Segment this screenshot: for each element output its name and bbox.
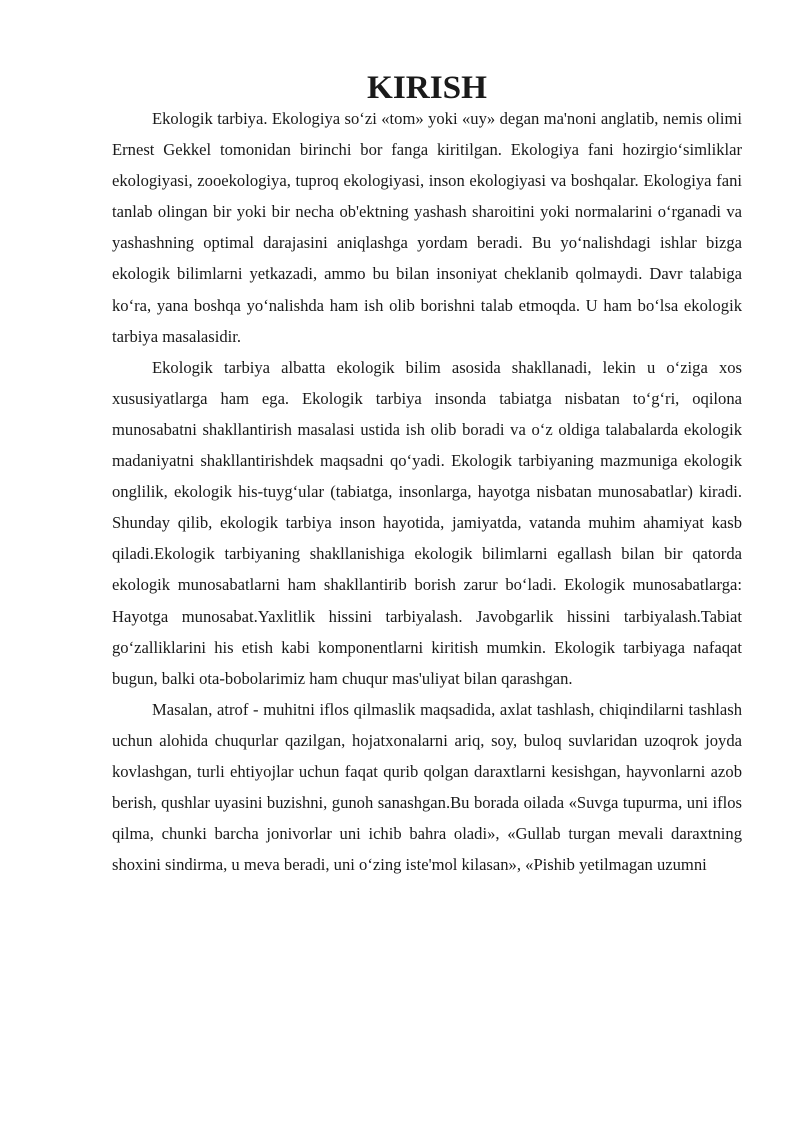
page-title: KIRISH [367,69,487,106]
paragraph-ecological-relations: Ekologik tarbiya albatta ekologik bilim asosida shakllanadi, lekin u o‘ziga xos xususiyatlarga ham ega. Ekologik tarbiya insonda tabiatga nisbatan to‘g‘ri, oqilona munosabatni shakllantirish masalasi ustida ish olib boradi va o‘z oldiga talabalarda ekologik madaniyatni shakllantirishdek maqsadni qo‘yadi. Ekologik tarbiyaning mazmuniga ekologik onglilik, ekologik his-tuyg‘ular (tabiatga, insonlarga, hayotga nisbatan munosabatlar) kiradi. Shunday qilib, ekologik tarbiya inson hayotida, jamiyatda, vatanda muhim ahamiyat kasb qiladi.Ekologik tarbiyaning shakllanishiga ekologik bilimlarni egallash bilan bir qatorda ekologik munosabatlarni ham shakllantirib borish zarur bo‘ladi. Ekologik munosabatlarga: Hayotga munosabat.Yaxlitlik hissini tarbiyalash. Javobgarlik hissini tarbiyalash.Tabiat go‘zalliklarini his etish kabi komponentlarni kiritish mumkin. Ekologik tarbiyaga nafaqat bugun, balki ota-bobolarimiz ham chuqur mas'uliyat bilan qarashgan. [112,357,742,688]
document-page [112,69,742,880]
paragraph-traditions-example: Masalan, atrof - muhitni iflos qilmaslik maqsadida, axlat tashlash, chiqindilarni tashlash uchun alohida chuqurlar qazilgan, hojatxonalarni ariq, soy, buloq suvlaridan uzoqrok joyda kovlashgan, turli ehtiyojlar uchun faqat qurib qolgan daraxtlarni kesishgan, hayvonlarni azob berish, qushlar uyasini buzishni, gunoh sanashgan.Bu borada oilada «Suvga tupurma, uni iflos qilma, chunki barcha jonivorlar uni ichib bahra oladi», «Gullab turgan mevali daraxtning shoxini sindirma, u meva beradi, uni o‘zing iste'mol kilasan», «Pishib yetilmagan uzumni [112,699,742,875]
paragraph-ecological-education: Ekologik tarbiya. Ekologiya so‘zi «tom» yoki «uy» degan ma'noni anglatib, nemis olimi Ernest Gekkel tomonidan birinchi bor fanga kiritilgan. Ekologiya fani hozirgio‘simliklar ekologiyasi, zooekologiya, tuproq ekologiyasi, inson ekologiyasi va boshqalar. Ekologiya fani tanlab olingan bir yoki bir necha ob'ektning yashash sharoitini yoki normalarini o‘rganadi va yashashning optimal darajasini aniqlashga yordam beradi. Bu yo‘nalishdagi ishlar bizga ekologik bilimlarni yetkazadi, ammo bu bilan insoniyat cheklanib qolmaydi. Davr talabiga ko‘ra, yana boshqa yo‘nalishda ham ish olib borishni talab etmoqda. U ham bo‘lsa ekologik tarbiya masalasidir. [112,109,742,346]
